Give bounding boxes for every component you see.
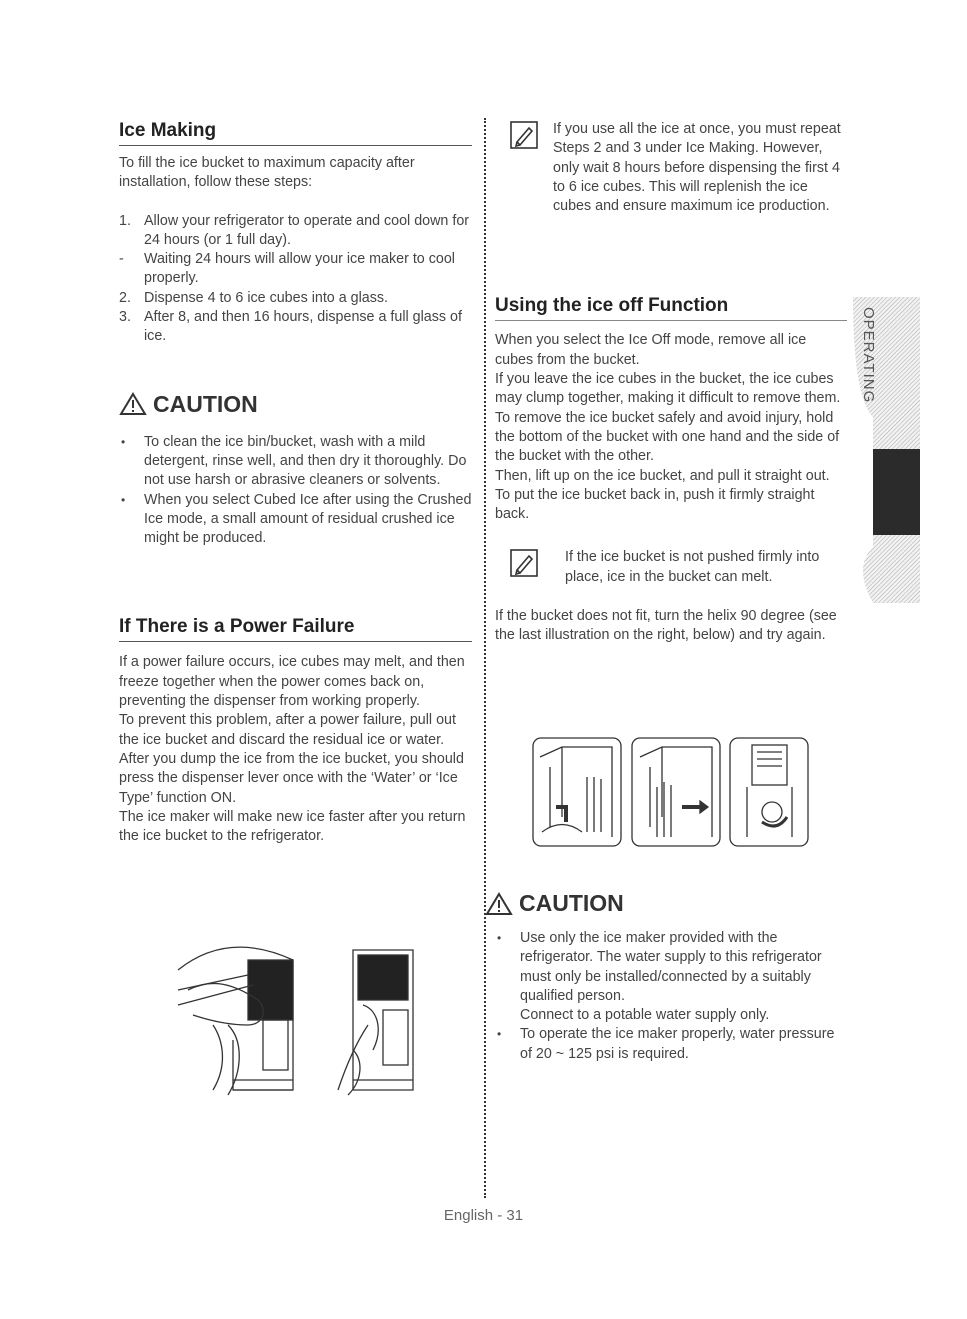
note-bucket-melt-text: If the ice bucket is not pushed firmly into place, ice in the bucket can melt. [565,549,820,585]
list-item: 1. Allow your refrigerator to operate and cool down for 24 hours (or 1 full day). [119,212,470,248]
dispenser-illustration [168,930,433,1100]
right-caution [495,890,847,1064]
list-item: 2. Dispense 4 to 6 ice cubes into a glass. [119,289,388,306]
list-item: • To operate the ice maker properly, water pressure of 20 ~ 125 psi is required. [497,1026,835,1062]
power-failure-paragraph: After you dump the ice from the ice bucket, you should press the dispenser lever once with the ‘Water’ or ‘Ice Type’ function ON. [119,750,464,806]
ice-off-paragraph: Then, lift up on the ice bucket, and pull it straight out. [495,467,830,484]
caution-triangle-icon [485,892,513,916]
side-tab-operating [853,297,920,603]
ice-off-paragraph: When you select the Ice Off mode, remove all ice cubes from the bucket. [495,332,807,368]
list-item: - Waiting 24 hours will allow your ice maker to cool properly. [119,251,455,287]
note-bucket-melt [495,548,847,587]
caution-triangle-icon [119,392,147,416]
power-failure-paragraph: To prevent this problem, after a power failure, pull out the ice bucket and discard the residual ice or water. [119,712,456,748]
ice-off-paragraph: To remove the ice bucket safely and avoid injury, hold the bottom of the bucket with one hand and the side of the bucket with the other. [495,409,840,465]
caution-title: CAUTION [519,890,624,916]
note-ice-once [495,120,847,216]
ice-making-title: Ice Making [119,120,472,146]
caution-heading [485,890,847,917]
caution-heading [119,391,472,418]
ice-making-steps [119,212,472,347]
list-item: • To clean the ice bin/bucket, wash with a mild detergent, rinse well, and then dry it thoroughly. Do not use harsh or abrasive cleaners or solvents. [121,433,467,489]
power-failure-title: If There is a Power Failure [119,616,472,642]
ice-bucket-illustration [532,737,810,849]
note-ice-once-text: If you use all the ice at once, you must repeat Steps 2 and 3 under Ice Making. However, only wait 8 hours before dispensing the first 4 to 6 ice cubes. This will replenish the ice cubes and ensure maximum ice production. [553,121,841,215]
ice-off-title: Using the ice off Function [495,295,847,321]
power-failure-paragraph: The ice maker will make new ice faster after you return the ice bucket to the refrigerator. [119,808,466,845]
ice-off-paragraph: If you leave the ice cubes in the bucket, the ice cubes may clump together, making it difficult to remove them. [495,371,841,407]
column-divider [484,118,486,1198]
list-item: • When you select Cubed Ice after using the Crushed Ice mode, a small amount of residual crushed ice might be produced. [121,491,472,547]
side-tab-label: OPERATING [860,307,877,404]
ice-off-paragraph: To put the ice bucket back in, push it firmly straight back. [495,486,815,523]
note-pencil-icon [509,548,539,578]
left-column [119,120,472,846]
caution-list [495,929,847,1064]
page-footer: English - 31 [443,1207,524,1224]
list-item: 3. After 8, and then 16 hours, dispense a full glass of ice. [119,309,462,345]
ice-making-intro: To fill the ice bucket to maximum capacity after installation, follow these steps: [119,155,415,191]
caution-list [119,433,472,549]
power-failure-paragraph: If a power failure occurs, ice cubes may melt, and then freeze together when the power comes back on, preventing the dispenser from working properly. [119,654,465,710]
note-pencil-icon [509,120,539,150]
helix-text: If the bucket does not fit, turn the helix 90 degree (see the last illustration on the right, below) and try again. [495,608,837,644]
list-item: • Use only the ice maker provided with the refrigerator. The water supply to this refrigerator must only be installed/connected by a suitably qualified person. Connect to a potable water supply only. [497,930,822,1024]
caution-title: CAUTION [153,390,258,417]
right-column [495,120,847,646]
